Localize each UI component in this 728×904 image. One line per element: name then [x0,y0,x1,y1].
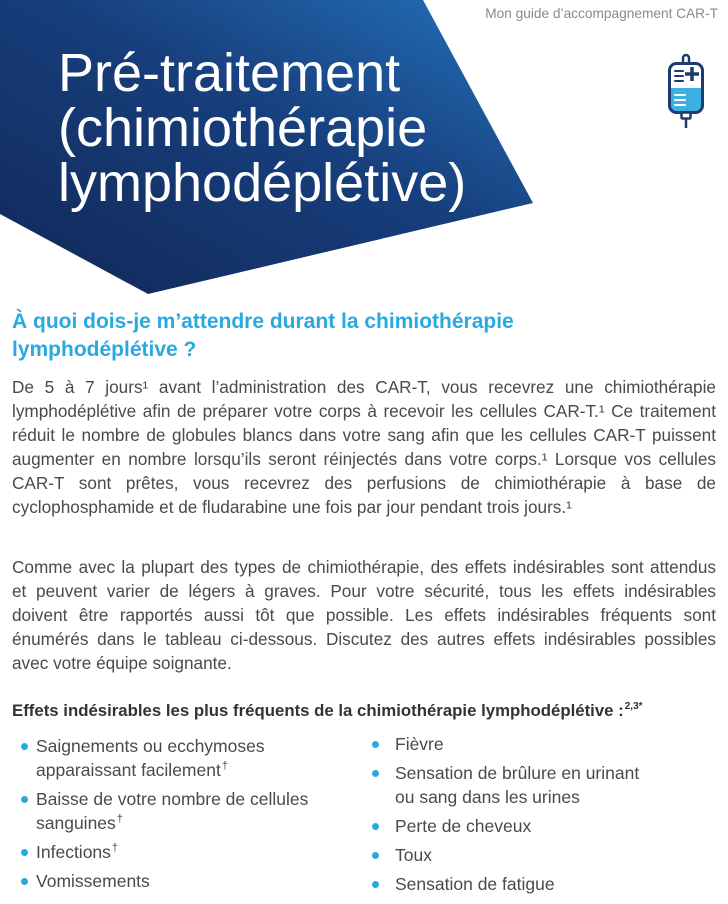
list-item-line [36,811,345,835]
list-item-text: Vomissements [36,871,150,891]
side-effects-list-left [0,734,345,898]
paragraph-line: augmenter en nombre lorsqu’ils seront réinjectés dans votre corps.¹ Lorsque vos cellules [12,449,716,469]
bullet-marker [21,878,28,885]
section-heading-line: lymphodéplétive ? [12,338,197,361]
list-item [350,732,720,756]
page-title-line: lymphodéplétive) [58,153,467,213]
paragraph-line: et peuvent varier de légers à graves. Pour votre sécurité, tous les effets indésirables [12,581,716,601]
paragraph-line: De 5 à 7 jours¹ avant l’administration des CAR-T, vous recevrez une chimiothérapie [12,377,716,397]
paragraph-line: cyclophosphamide et de fludarabine une fois par jour pendant trois jours.¹ [12,497,572,517]
footnote-marker: † [116,813,123,825]
footnote-marker: † [221,760,228,772]
bullet-marker [372,881,379,888]
bullet-marker [21,796,28,803]
bullet-marker [372,770,379,777]
side-effects-heading-text: Effets indésirables les plus fréquents de la chimiothérapie lymphodéplétive : [12,701,624,720]
paragraph-line: Comme avec la plupart des types de chimiothérapie, des effets indésirables sont attendus [12,557,716,577]
footnote-marker: † [111,842,119,854]
page-title-line: (chimiothérapie [58,98,428,158]
paragraph-line: CAR-T sont prêtes, vous recevrez des perfusions de chimiothérapie à base de [12,473,716,493]
list-item [350,814,720,838]
list-item-text: Perte de cheveux [395,816,532,836]
section-heading-line: À quoi dois-je m’attendre durant la chimiothérapie [12,310,514,333]
list-item-text: Sensation de brûlure en urinant [395,763,640,783]
bullet-marker [372,852,379,859]
iv-bag-icon [664,50,708,130]
bullet-marker [21,849,28,856]
paragraph-line: avec votre équipe soignante. [12,653,232,673]
list-item [0,734,345,782]
bullet-marker [372,823,379,830]
list-item-text: Toux [395,845,432,865]
list-item-text: Baisse de votre nombre de cellules [36,789,309,809]
guide-title: Mon guide d’accompagnement CAR-T [485,6,718,21]
list-item-text: Infections [36,842,111,862]
side-effects-heading [12,699,643,723]
page-title-line: Pré-traitement [58,43,401,103]
paragraph-line: énumérés dans le tableau ci-dessous. Discutez des autres effets indésirables possibles [12,629,716,649]
paragraph-line: réduit le nombre de globules blancs dans votre sang afin que les cellules CAR-T puissent [12,425,716,445]
list-item-line [36,840,345,864]
bullet-marker [21,743,28,750]
paragraph-line: lymphodéplétive afin de préparer votre corps à recevoir les cellules CAR-T.¹ Ce traitement [12,401,716,421]
list-item [350,843,720,867]
list-item-line [36,758,345,782]
list-item-text: Saignements ou ecchymoses [36,736,265,756]
footnote-marker: 2,3* [624,701,643,712]
list-item [350,761,720,809]
intro-paragraph [12,375,716,519]
list-item [0,840,345,864]
bullet-marker [372,741,379,748]
list-item-text: sanguines [36,813,116,833]
side-effects-paragraph [12,555,716,675]
list-item [0,869,345,893]
list-item [350,872,720,896]
page-title [58,43,467,213]
side-effects-list-right [350,732,720,901]
list-item-text: ou sang dans les urines [395,787,580,807]
list-item [0,787,345,835]
list-item-text: apparaissant facilement [36,760,221,780]
paragraph-line: doivent être rapportés aussi tôt que possible. Les effets indésirables fréquents sont [12,605,716,625]
section-heading [12,308,514,364]
list-item-text: Fièvre [395,734,444,754]
list-item-text: Sensation de fatigue [395,874,555,894]
